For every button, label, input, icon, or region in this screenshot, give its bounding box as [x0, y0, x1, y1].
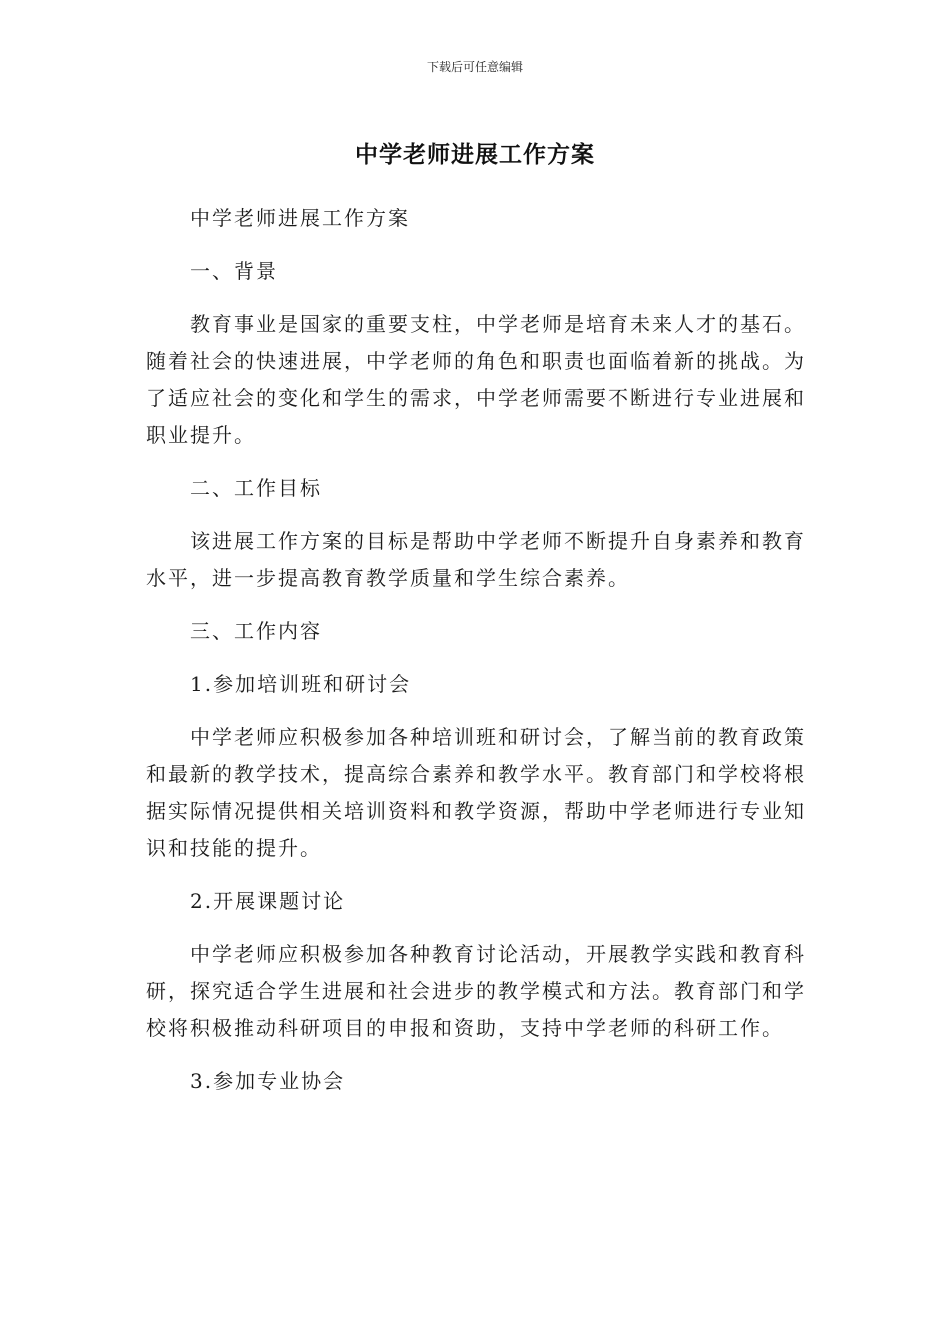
- paragraph-goals: 该进展工作方案的目标是帮助中学老师不断提升自身素养和教育水平，进一步提高教育教学质量和学生综合素养。: [146, 529, 806, 590]
- paragraph-background: 教育事业是国家的重要支柱，中学老师是培育未来人才的基石。随着社会的快速进展，中学老师的角色和职责也面临着新的挑战。为了适应社会的变化和学生的需求，中学老师需要不断进行专业进展和职业提升。: [146, 312, 806, 447]
- section-heading-goals: 二、工作目标: [190, 476, 322, 500]
- item-heading-training: 1.参加培训班和研讨会: [190, 672, 412, 696]
- subtitle-paragraph: 中学老师进展工作方案: [190, 206, 410, 230]
- item-heading-research: 2.开展课题讨论: [190, 889, 346, 913]
- section-heading-background: 一、背景: [190, 259, 278, 283]
- item-heading-association: 3.参加专业协会: [190, 1069, 346, 1093]
- document-title: 中学老师进展工作方案: [355, 142, 595, 168]
- paragraph-training: 中学老师应积极参加各种培训班和研讨会，了解当前的教育政策和最新的教学技术，提高综合素养和教学水平。教育部门和学校将根据实际情况提供相关培训资料和教学资源，帮助中学老师进行专业知识和技能的提升。: [146, 725, 806, 860]
- section-heading-content: 三、工作内容: [190, 619, 322, 643]
- document-body: [146, 200, 806, 1116]
- header-note: 下载后可任意编辑: [426, 60, 523, 74]
- paragraph-research: 中学老师应积极参加各种教育讨论活动，开展教学实践和教育科研，探究适合学生进展和社会进步的教学模式和方法。教育部门和学校将积极推动科研项目的申报和资助，支持中学老师的科研工作。: [146, 942, 806, 1040]
